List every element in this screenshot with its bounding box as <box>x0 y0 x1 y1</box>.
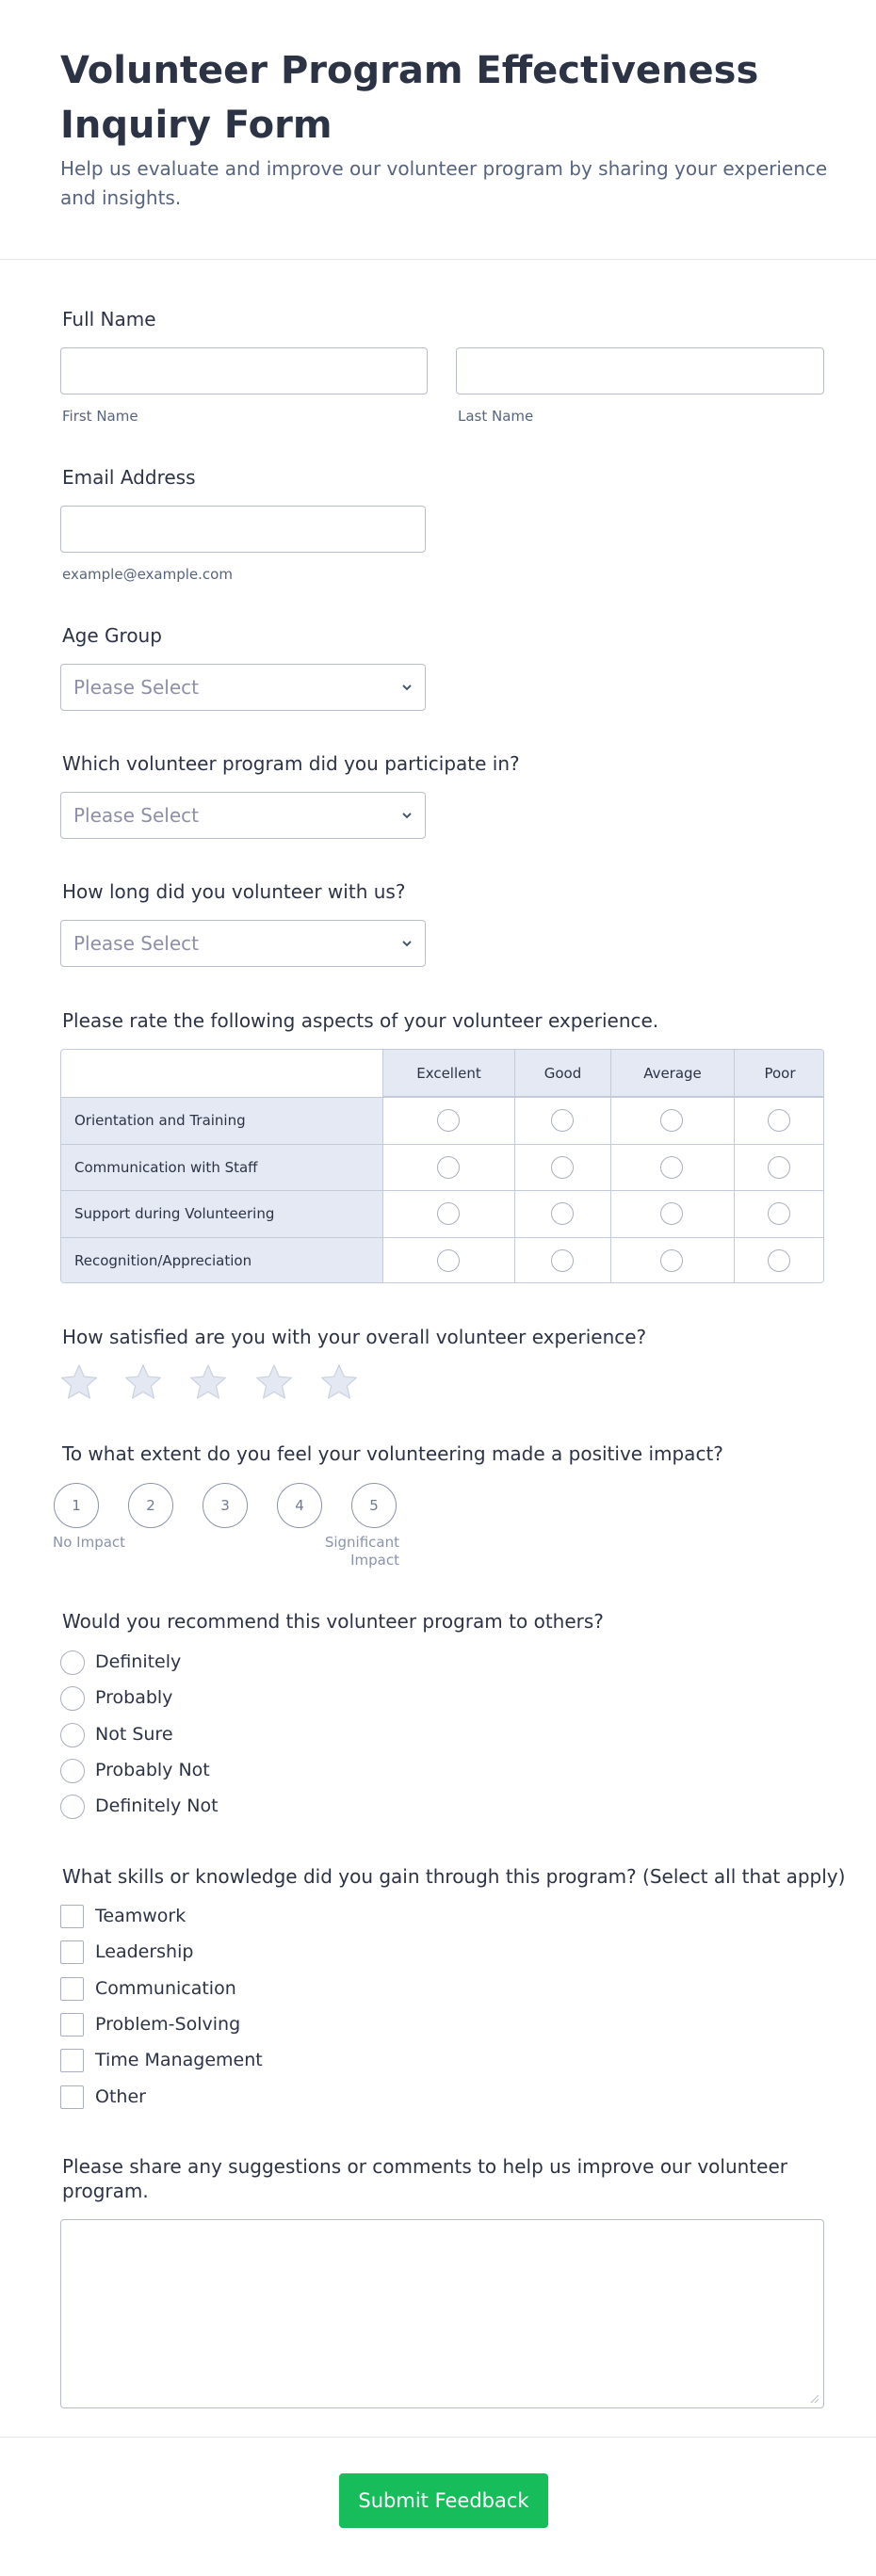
radio-button[interactable] <box>60 1759 85 1783</box>
impact-option-1[interactable]: 1 <box>54 1483 99 1528</box>
age-group-label: Age Group <box>62 624 162 647</box>
matrix-radio[interactable] <box>437 1202 460 1225</box>
matrix-cell <box>514 1190 610 1237</box>
program-select[interactable] <box>60 792 426 839</box>
email-label: Email Address <box>62 466 196 489</box>
radio-button[interactable] <box>60 1650 85 1675</box>
matrix-cell <box>382 1190 514 1237</box>
matrix-radio[interactable] <box>768 1156 790 1179</box>
impact-option-4[interactable]: 4 <box>277 1483 322 1528</box>
impact-low-label: No Impact <box>53 1534 126 1551</box>
matrix-cell <box>514 1144 610 1190</box>
satisfaction-label: How satisfied are you with your overall volunteer experience? <box>62 1326 647 1348</box>
matrix-radio[interactable] <box>551 1156 574 1179</box>
checkbox[interactable] <box>60 2049 84 2072</box>
matrix-cell <box>610 1190 734 1237</box>
form-header <box>0 0 876 260</box>
resize-handle-icon[interactable] <box>810 2394 819 2404</box>
form-subtitle: Help us evaluate and improve our volunteer program by sharing your experience and insights. <box>60 157 828 209</box>
comments-label: Please share any suggestions or comments to help us improve our volunteer program. <box>62 2155 787 2202</box>
matrix-radio[interactable] <box>768 1109 790 1132</box>
checkbox[interactable] <box>60 1940 84 1964</box>
matrix-cell <box>610 1097 734 1144</box>
matrix-row-support: Support during Volunteering <box>61 1190 382 1237</box>
star-icon[interactable] <box>124 1363 162 1401</box>
impact-option-2[interactable]: 2 <box>128 1483 173 1528</box>
matrix-col-excellent: Excellent <box>382 1050 514 1097</box>
duration-label: How long did you volunteer with us? <box>62 880 406 903</box>
matrix-row-communication: Communication with Staff <box>61 1144 382 1190</box>
matrix-cell <box>610 1237 734 1283</box>
checkbox[interactable] <box>60 1905 84 1928</box>
matrix-col-good: Good <box>514 1050 610 1097</box>
last-name-input[interactable] <box>456 347 824 394</box>
matrix-radio[interactable] <box>660 1202 683 1225</box>
skills-option-label: Communication <box>95 1978 236 1999</box>
skills-option-label: Problem-Solving <box>95 2014 241 2035</box>
matrix-cell <box>514 1237 610 1283</box>
impact-option-5[interactable]: 5 <box>351 1483 397 1528</box>
matrix-cell <box>734 1237 824 1283</box>
radio-button[interactable] <box>60 1795 85 1819</box>
age-group-select[interactable] <box>60 664 426 711</box>
matrix-radio[interactable] <box>660 1156 683 1179</box>
recommend-option-label: Definitely Not <box>95 1795 219 1816</box>
matrix-cell <box>610 1144 734 1190</box>
star-icon[interactable] <box>320 1363 358 1401</box>
footer-divider <box>0 2437 876 2438</box>
star-icon[interactable] <box>60 1363 98 1401</box>
star-icon[interactable] <box>255 1363 293 1401</box>
matrix-cell <box>382 1144 514 1190</box>
email-sublabel: example@example.com <box>62 566 233 583</box>
form-title: Volunteer Program Effectiveness Inquiry Form <box>60 49 759 147</box>
email-input[interactable] <box>60 506 426 553</box>
matrix-col-poor: Poor <box>734 1050 824 1097</box>
matrix-cell <box>734 1097 824 1144</box>
rating-matrix <box>60 1049 824 1283</box>
recommend-option-label: Not Sure <box>95 1724 173 1745</box>
skills-option-label: Leadership <box>95 1941 194 1962</box>
program-selected: Please Select <box>73 804 199 827</box>
checkbox[interactable] <box>60 1977 84 2001</box>
matrix-cell <box>382 1237 514 1283</box>
first-name-input[interactable] <box>60 347 428 394</box>
skills-option-label: Teamwork <box>95 1906 187 1926</box>
first-name-sublabel: First Name <box>62 408 138 425</box>
impact-high-label: Significant Impact <box>324 1534 399 1569</box>
matrix-radio[interactable] <box>660 1109 683 1132</box>
matrix-row-orientation: Orientation and Training <box>61 1097 382 1144</box>
matrix-col-average: Average <box>610 1050 734 1097</box>
age-group-selected: Please Select <box>73 676 199 699</box>
matrix-radio[interactable] <box>768 1202 790 1225</box>
recommend-option-label: Probably Not <box>95 1760 210 1780</box>
recommend-label: Would you recommend this volunteer program to others? <box>62 1610 604 1633</box>
matrix-cell <box>514 1097 610 1144</box>
radio-button[interactable] <box>60 1723 85 1747</box>
matrix-cell <box>382 1097 514 1144</box>
full-name-label: Full Name <box>62 308 156 330</box>
matrix-radio[interactable] <box>660 1249 683 1272</box>
matrix-radio[interactable] <box>551 1109 574 1132</box>
impact-option-3[interactable]: 3 <box>203 1483 248 1528</box>
recommend-option-label: Probably <box>95 1687 173 1708</box>
duration-select[interactable] <box>60 920 426 967</box>
program-label: Which volunteer program did you participate in? <box>62 752 520 775</box>
radio-button[interactable] <box>60 1686 85 1711</box>
matrix-cell <box>734 1144 824 1190</box>
matrix-radio[interactable] <box>551 1249 574 1272</box>
star-icon[interactable] <box>189 1363 227 1401</box>
chevron-down-icon <box>400 809 414 822</box>
comments-textarea[interactable] <box>60 2219 824 2408</box>
matrix-radio[interactable] <box>437 1156 460 1179</box>
checkbox[interactable] <box>60 2013 84 2037</box>
matrix-row-recognition: Recognition/Appreciation <box>61 1237 382 1283</box>
skills-option-label: Time Management <box>95 2050 263 2070</box>
chevron-down-icon <box>400 937 414 950</box>
matrix-radio[interactable] <box>551 1202 574 1225</box>
recommend-option-label: Definitely <box>95 1651 182 1672</box>
checkbox[interactable] <box>60 2085 84 2109</box>
impact-label: To what extent do you feel your volunteering made a positive impact? <box>62 1442 723 1465</box>
rating-matrix-label: Please rate the following aspects of your volunteer experience. <box>62 1009 659 1032</box>
duration-selected: Please Select <box>73 932 199 955</box>
matrix-radio[interactable] <box>437 1249 460 1272</box>
matrix-radio[interactable] <box>768 1249 790 1272</box>
skills-label: What skills or knowledge did you gain through this program? (Select all that apply) <box>62 1865 846 1888</box>
skills-option-label: Other <box>95 2086 146 2107</box>
last-name-sublabel: Last Name <box>458 408 534 425</box>
matrix-radio[interactable] <box>437 1109 460 1132</box>
submit-button[interactable]: Submit Feedback <box>339 2473 548 2528</box>
matrix-cell <box>734 1190 824 1237</box>
chevron-down-icon <box>400 681 414 694</box>
